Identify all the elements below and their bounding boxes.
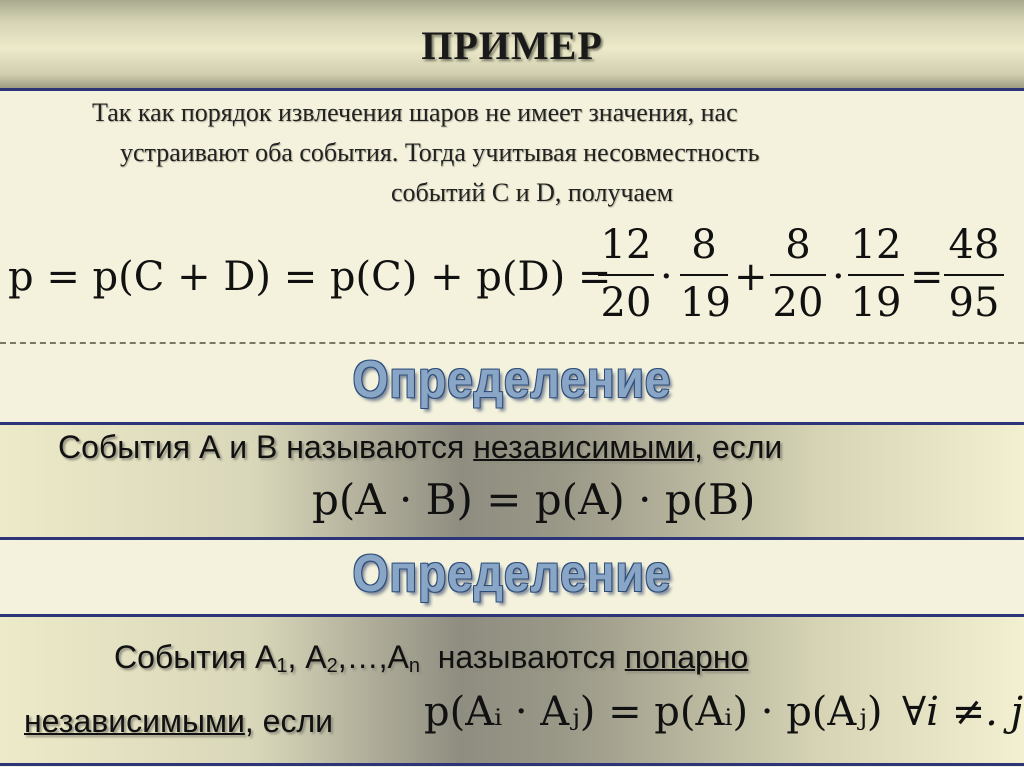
subscript-n: n — [408, 655, 420, 677]
slide-title: ПРИМЕР — [421, 23, 603, 68]
fraction-8-19 — [680, 222, 731, 326]
fraction-denominator: 19 — [680, 280, 731, 326]
definition-1-text-end: , если — [694, 429, 783, 465]
term-pairwise: попарно — [624, 639, 749, 675]
intro-line-3: событий С и D, получаем — [390, 178, 674, 207]
for-all-quantifier: ∀i ≠. j — [902, 689, 1023, 735]
definition-band-1 — [0, 422, 1024, 540]
fraction-denominator: 19 — [850, 280, 902, 326]
text-if: , если — [244, 703, 333, 739]
fraction-numerator: 12 — [600, 222, 652, 268]
definition-2-line-1 — [114, 639, 748, 678]
subscript-1: 1 — [276, 655, 288, 677]
fraction-12-19 — [848, 222, 904, 326]
fraction-bar — [944, 274, 1004, 276]
equals-sign: = — [910, 254, 944, 300]
term-independent-2: независимыми — [24, 703, 245, 739]
fraction-48-95 — [944, 222, 1004, 326]
fraction-numerator: 8 — [785, 222, 811, 268]
fraction-bar — [770, 274, 826, 276]
multiply-sign: · — [660, 254, 673, 300]
definition-1-text — [58, 429, 782, 466]
probability-formula — [8, 222, 1018, 342]
definition-1-text-start: События А и В называются — [58, 429, 474, 465]
fraction-denominator: 20 — [772, 280, 824, 326]
formula-lhs: p = p(C + D) = p(C) + p(D) = — [8, 254, 612, 300]
fraction-12-20 — [598, 222, 654, 326]
term-independent: независимыми — [473, 429, 695, 465]
fraction-numerator: 48 — [948, 222, 1000, 268]
fraction-numerator: 8 — [691, 222, 717, 268]
fraction-bar — [848, 274, 904, 276]
definition-title-1: Определение — [352, 349, 672, 409]
intro-line-1: Так как порядок извлечения шаров не имеет значения, нас — [92, 98, 738, 127]
multiply-sign: · — [832, 254, 845, 300]
fraction-bar — [680, 274, 728, 276]
fraction-denominator: 20 — [600, 280, 652, 326]
text-a2: , А — [287, 639, 327, 675]
dashed-divider — [0, 342, 1024, 344]
plus-sign: + — [734, 254, 768, 300]
text-an: ,…,А — [337, 639, 409, 675]
intro-line-2: устраивают оба события. Тогда учитывая несовместность — [120, 138, 760, 167]
definition-2-line-2 — [24, 703, 333, 740]
pairwise-formula: p(Aᵢ · Aⱼ) = p(Aᵢ) · p(Aⱼ) — [424, 689, 883, 735]
fraction-numerator: 12 — [850, 222, 902, 268]
text-called: называются — [419, 639, 625, 675]
definition-band-2 — [0, 614, 1024, 766]
text-events-a: События А — [114, 639, 277, 675]
subscript-2: 2 — [326, 655, 338, 677]
header-bar — [0, 0, 1024, 91]
fraction-bar — [598, 274, 654, 276]
fraction-denominator: 95 — [948, 280, 1000, 326]
fraction-8-20 — [770, 222, 826, 326]
independence-formula: p(A · B) = p(A) · p(B) — [312, 475, 756, 524]
definition-title-2: Определение — [352, 543, 672, 603]
